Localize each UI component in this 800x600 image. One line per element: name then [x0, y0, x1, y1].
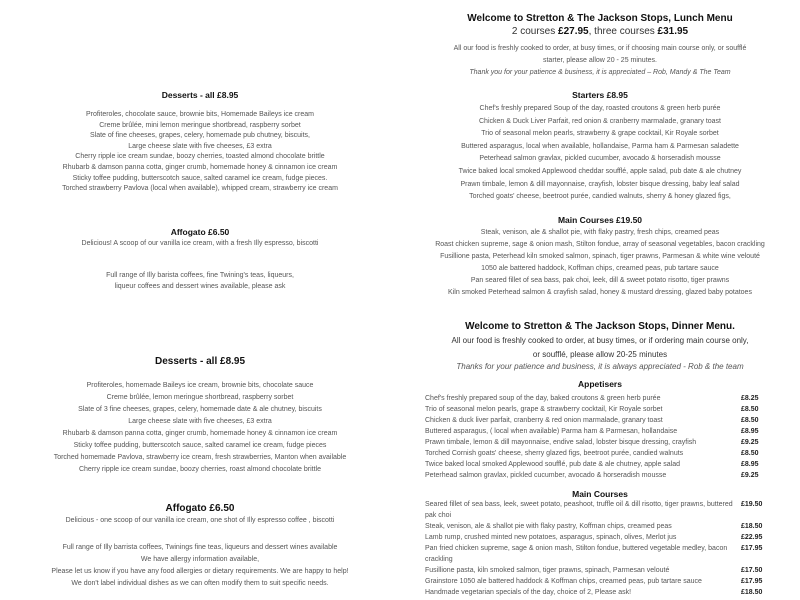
desserts-list: [0, 110, 400, 195]
dish-name: Prawn timbale, lemon & dill mayonnaise, endive salad, lobster bisque dressing, crayfish: [425, 439, 697, 446]
section-heading: Affogato £6.50: [165, 503, 235, 514]
dish-price: £17.95: [741, 578, 763, 585]
intro-line: starter, please allow 20 - 25 minutes.: [542, 56, 657, 64]
menu-row: [425, 426, 795, 437]
dessert-item: Torched strawberry Pavlova (local when available), whipped cream, strawberry ice cream: [62, 185, 338, 193]
affogato-description: Delicious - one scoop of our vanilla ice cream, one shot of Illy espresso coffee , biscotti: [65, 517, 335, 524]
menu-row: [425, 404, 795, 415]
dessert-item: Profiteroles, chocolate sauce, brownie bits, Homemade Baileys ice cream: [86, 111, 314, 118]
dinner-thanks: Thanks for your patience and business, it is always appreciated - Rob & the team: [456, 362, 744, 371]
dessert-item: Creme brûlée, lemon meringue shortbread, raspberry sorbet: [106, 394, 294, 401]
affogato-section-2: [0, 503, 400, 524]
lunch-thanks: Thank you for your patience & business, it is appreciated – Rob, Mandy & The Team: [469, 69, 731, 76]
intro-line: or soufflé, please allow 20-25 minutes: [532, 349, 668, 359]
dish-price: £19.50: [741, 501, 763, 508]
dinner-header: [400, 321, 800, 389]
dish-price: £17.95: [741, 545, 763, 552]
note-line: Full range of Illy barista coffees, fine Twining's teas, liqueurs,: [106, 272, 294, 279]
menu-row: [425, 415, 795, 426]
dish-name: Fusillione pasta, kiln smoked salmon, tiger prawns, spinach, Parmesan velouté: [425, 567, 670, 574]
starter-item: Torched goats' cheese, beetroot purée, candied walnuts, sherry & honey glazed figs,: [469, 193, 731, 201]
main-item: 1050 ale battered haddock, Koffman chips, creamed peas, pub tartare sauce: [481, 265, 719, 272]
menu-row: [425, 565, 795, 576]
menu-row: [425, 470, 795, 481]
mains-list: [400, 227, 800, 299]
starter-item: Trio of seasonal melon pearls, strawberry & grape cocktail, Kir Royale sorbet: [481, 130, 719, 138]
main-item: Pan seared fillet of sea bass, pak choi, leek, dill & sweet potato risotto, tiger prawns: [470, 277, 730, 284]
dish-price: £9.25: [741, 439, 759, 446]
dish-name: Pan fried chicken supreme, sage & onion mash, Stilton fondue, buttered vegetable medley, bacon crackling: [425, 545, 728, 563]
main-item: Steak, venison, ale & shallot pie, with flaky pastry, fresh chips, creamed peas: [480, 229, 720, 236]
menu-row: [425, 587, 795, 598]
menu-row: [425, 543, 795, 565]
starter-item: Buttered asparagus, local when available, hollandaise, Parma ham & Parmesan saladette: [461, 142, 739, 150]
note-line: Please let us know if you have any food allergies or dietary requirements. We are happy to help!: [51, 568, 349, 575]
dessert-item: Cherry ripple ice cream sundae, boozy cherries, toasted almond chocolate brittle: [75, 153, 325, 161]
dish-name: Handmade vegetarian specials of the day, choice of 2, Please ask!: [425, 589, 632, 596]
dinner-mains: [400, 489, 800, 499]
starter-item: Peterhead salmon gravlax, pickled cucumber, avocado & horseradish mousse: [479, 155, 721, 163]
lunch-prices: [400, 26, 800, 37]
dish-price: £22.95: [741, 534, 763, 541]
main-item: Roast chicken supreme, sage & onion mash, Stilton fondue, array of seasonal vegetables, bacon crackling: [435, 241, 765, 248]
dish-name: Grainstore 1050 ale battered haddock & Koffman chips, creamed peas, pub tartare sauce: [425, 578, 702, 585]
dinner-title: Welcome to Stretton & The Jackson Stops, Dinner Menu.: [465, 321, 735, 332]
dish-name: Trio of seasonal melon pearls, grape & strawberry cocktail, Kir Royale sorbet: [425, 406, 663, 413]
dish-name: Steak, venison, ale & shallot pie with flaky pastry, Koffman chips, creamed peas: [425, 523, 672, 530]
price-value: £27.95: [558, 26, 589, 37]
dessert-item: Slate of 3 fine cheeses, grapes, celery, homemade date & ale chutney, biscuits: [78, 406, 322, 413]
starters-list: [400, 103, 800, 204]
dish-price: £18.50: [741, 589, 763, 596]
dish-name: Chef's freshly prepared soup of the day, baked croutons & green herb purée: [425, 395, 661, 402]
dish-name: Lamb rump, crushed minted new potatoes, asparagus, spinach, olives, Merlot jus: [425, 534, 677, 541]
affogato-section-1: [0, 227, 400, 247]
dish-price: £9.25: [741, 472, 759, 479]
dish-name: Twice baked local smoked Applewood soufflé, pub date & ale chutney, apple salad: [425, 461, 681, 468]
dessert-item: Cherry ripple ice cream sundae, boozy cherries, roast almond chocolate brittle: [78, 466, 321, 473]
note-line: liqueur coffees and dessert wines available, please ask: [114, 283, 286, 290]
lunch-mains: [400, 215, 800, 299]
section-heading: Affogato £6.50: [170, 227, 230, 237]
intro-line: All our food is freshly cooked to order, at busy times, or if choosing main course only, or soufflé: [453, 45, 747, 52]
lunch-title: Welcome to Stretton & The Jackson Stops, Lunch Menu: [467, 13, 733, 24]
dish-price: £8.50: [741, 450, 759, 457]
dessert-item: Torched homemade Pavlova, strawberry ice cream, fresh strawberries, Manton when available: [53, 454, 347, 461]
section-heading: Starters £8.95: [572, 90, 628, 100]
mains-table: [425, 499, 795, 598]
desserts-section-2: [0, 356, 400, 476]
dessert-item: Creme brûlée, mini lemon meringue shortbread, raspberry sorbet: [99, 121, 301, 129]
main-item: Kiln smoked Peterhead salmon & crayfish salad, honey & mustard dressing, glazed baby potatoes: [448, 289, 752, 296]
desserts-section-1: [0, 90, 400, 195]
lunch-header: [400, 13, 800, 76]
drinks-note: [0, 270, 400, 292]
dish-price: £8.25: [741, 395, 759, 402]
appetisers-table: [425, 393, 795, 481]
dish-price: £8.95: [741, 428, 759, 435]
dish-name: Torched Cornish goats' cheese, sherry glazed figs, beetroot purée, candied walnuts: [425, 450, 684, 457]
menu-row: [425, 459, 795, 470]
starter-item: Prawn timbale, lemon & dill mayonnaise, crayfish, lobster bisque dressing, baby leaf salad: [460, 180, 740, 188]
dessert-item: Large cheese slate with five cheeses, £3 extra: [128, 142, 272, 150]
intro-line: All our food is freshly cooked to order, at busy times, or if ordering main course only,: [451, 336, 749, 345]
section-heading: Desserts - all £8.95: [161, 90, 239, 100]
section-heading: Appetisers: [578, 379, 622, 389]
affogato-description: Delicious! A scoop of our vanilla ice cream, with a fresh Illy espresso, biscotti: [81, 240, 319, 247]
dinner-intro: [400, 334, 800, 361]
dish-price: £8.50: [741, 406, 759, 413]
section-heading: Main Courses £19.50: [557, 215, 643, 225]
price-label: 2 courses: [511, 26, 559, 37]
dessert-item: Large cheese slate with five cheeses, £3 extra: [128, 418, 272, 425]
price-label: , three courses: [588, 26, 658, 37]
lunch-intro: [400, 43, 800, 66]
main-item: Fusillione pasta, Peterhead kiln smoked salmon, spinach, tiger prawns, Parmesan & white wine velouté: [440, 253, 760, 260]
starter-item: Twice baked local smoked Applewood cheddar soufflé, apple salad, pub date & ale chutney: [458, 167, 742, 175]
dish-price: £8.50: [741, 417, 759, 424]
dish-price: £8.95: [741, 461, 759, 468]
lunch-starters: [400, 90, 800, 204]
menu-row: [425, 532, 795, 543]
dish-price: £18.50: [741, 523, 763, 530]
dish-name: Chicken & duck liver parfait, cranberry & red onion marmalade, granary toast: [425, 417, 663, 424]
dish-name: Buttered asparagus, ( local when available) Parma ham & Parmesan, hollandaise: [425, 428, 678, 435]
menu-row: [425, 437, 795, 448]
section-heading: Main Courses: [572, 489, 628, 499]
menu-row: [425, 448, 795, 459]
section-heading: Desserts - all £8.95: [154, 356, 246, 367]
dessert-item: Profiteroles, homemade Baileys ice cream, brownie bits, chocolate sauce: [86, 382, 314, 389]
menu-row: [425, 393, 795, 404]
price-value: £31.95: [657, 26, 689, 37]
dish-price: £17.50: [741, 567, 763, 574]
note-line: Full range of Illy barrista coffees, Twinings fine teas, liqueurs and dessert wines available: [62, 544, 338, 551]
menu-row: [425, 521, 795, 532]
starter-item: Chicken & Duck Liver Parfait, red onion & cranberry marmalade, granary toast: [479, 117, 721, 125]
menu-row: [425, 576, 795, 587]
note-line: We have allergy information available,: [140, 556, 260, 563]
dish-name: Seared fillet of sea bass, leek, sweet potato, peashoot, truffle oil & dill risotto, tiger prawns, buttered pak choi: [425, 501, 733, 519]
allergy-notes: [0, 542, 400, 590]
dessert-item: Sticky toffee pudding, butterscotch sauce, salted caramel ice cream, fudge pieces.: [72, 174, 328, 182]
desserts-list: [0, 380, 400, 476]
dessert-item: Rhubarb & damson panna cotta, ginger crumb, homemade honey & cinnamon ice cream: [62, 430, 338, 437]
dessert-item: Sticky toffee pudding, butterscotch sauce, salted caramel ice cream, fudge pieces: [73, 442, 327, 449]
menu-row: [425, 499, 795, 521]
note-line: We don't label individual dishes as we can often modify them to suit specific needs.: [71, 580, 329, 587]
starter-item: Chef's freshly prepared Soup of the day, roasted croutons & green herb purée: [479, 105, 721, 112]
dish-name: Peterhead salmon gravlax, pickled cucumber, avocado & horseradish mousse: [425, 472, 667, 479]
dessert-item: Slate of fine cheeses, grapes, celery, homemade pub chutney, biscuits,: [90, 132, 310, 140]
dessert-item: Rhubarb & damson panna cotta, ginger crumb, homemade honey & cinnamon ice cream: [62, 163, 338, 171]
